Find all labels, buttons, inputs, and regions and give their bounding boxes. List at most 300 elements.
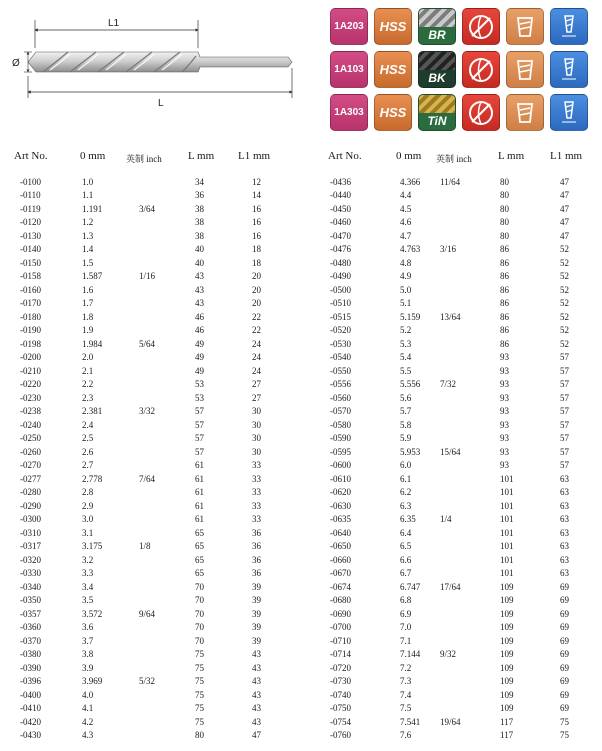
cell-art-no: -0610	[330, 473, 351, 484]
cell-diameter-mm: 3.0	[82, 514, 94, 525]
cell-diameter-mm: 4.8	[400, 257, 412, 268]
cell-length-l: 75	[195, 676, 204, 687]
cell-length-l: 75	[195, 649, 204, 660]
cell-art-no: -0670	[330, 568, 351, 579]
cell-diameter-mm: 4.6	[400, 217, 412, 228]
cell-length-l: 101	[500, 541, 514, 552]
cell-length-l: 49	[195, 365, 204, 376]
cell-art-no: -0350	[20, 595, 41, 606]
cell-diameter-mm: 6.1	[400, 473, 412, 484]
cell-inch: 9/32	[440, 649, 457, 660]
cell-length-l: 109	[500, 662, 514, 673]
l-label: L	[158, 98, 164, 109]
cell-length-l1: 47	[560, 177, 569, 187]
cell-inch: 1/4	[440, 514, 452, 525]
cell-length-l: 86	[500, 338, 509, 349]
cell-length-l1: 39	[252, 595, 261, 606]
badge-text: HSS	[379, 62, 407, 77]
cell-diameter-mm: 7.1	[400, 635, 412, 646]
cell-length-l1: 52	[560, 271, 569, 282]
cell-art-no: -0760	[330, 730, 351, 740]
cell-length-l: 46	[195, 311, 204, 322]
header-length-l1: L1 mm	[550, 150, 583, 162]
cell-length-l1: 63	[560, 527, 569, 538]
cell-art-no: -0100	[20, 177, 41, 187]
cell-art-no: -0540	[330, 352, 351, 363]
badge-text: 1A103	[334, 64, 364, 75]
cell-art-no: -0280	[20, 487, 41, 498]
cell-diameter-mm: 6.0	[400, 460, 412, 471]
cell-inch: 7/32	[440, 379, 457, 390]
cell-length-l1: 22	[252, 325, 261, 336]
cell-length-l1: 33	[252, 473, 261, 484]
cell-diameter-mm: 1.9	[82, 325, 94, 336]
cell-length-l: 40	[195, 244, 204, 255]
cell-length-l: 93	[500, 419, 509, 430]
cell-diameter-mm: 2.3	[82, 392, 94, 403]
cell-diameter-mm: 6.2	[400, 487, 412, 498]
cell-length-l1: 57	[560, 379, 569, 390]
cell-length-l: 75	[195, 689, 204, 700]
cell-length-l1: 33	[252, 460, 261, 471]
cell-art-no: -0357	[20, 608, 41, 619]
cell-length-l1: 52	[560, 338, 569, 349]
cell-diameter-mm: 1.5	[82, 257, 94, 268]
feature-icon-grid	[330, 8, 592, 132]
cell-art-no: -0317	[20, 541, 41, 552]
cell-diameter-mm: 1.7	[82, 298, 94, 309]
cell-diameter-mm: 2.381	[82, 406, 103, 417]
cell-art-no: -0680	[330, 595, 351, 606]
cell-diameter-mm: 6.3	[400, 500, 412, 511]
cell-length-l1: 30	[252, 446, 261, 457]
cell-diameter-mm: 3.4	[82, 581, 94, 592]
cell-inch: 5/64	[139, 338, 156, 349]
cell-length-l1: 18	[252, 244, 261, 255]
cell-art-no: -0690	[330, 608, 351, 619]
cell-length-l1: 52	[560, 284, 569, 295]
cell-length-l: 49	[195, 352, 204, 363]
cell-diameter-mm: 7.3	[400, 676, 412, 687]
cell-inch: 7/64	[139, 473, 156, 484]
cell-inch: 3/16	[440, 244, 457, 255]
badge-text: HSS	[379, 19, 407, 34]
hss-badge	[374, 94, 412, 131]
cell-diameter-mm: 1.8	[82, 311, 94, 322]
cell-length-l: 38	[195, 203, 204, 214]
cell-art-no: -0290	[20, 500, 41, 511]
cell-diameter-mm: 3.572	[82, 608, 103, 619]
cell-length-l1: 39	[252, 635, 261, 646]
cell-length-l1: 75	[560, 730, 569, 740]
cell-art-no: -0750	[330, 703, 351, 714]
cell-diameter-mm: 6.8	[400, 595, 412, 606]
cell-diameter-mm: 2.5	[82, 433, 94, 444]
cell-diameter-mm: 3.7	[82, 635, 94, 646]
cell-art-no: -0560	[330, 392, 351, 403]
code-badge	[330, 94, 368, 131]
cell-art-no: -0220	[20, 379, 41, 390]
cell-length-l: 53	[195, 392, 204, 403]
cell-length-l: 75	[195, 703, 204, 714]
cell-length-l1: 16	[252, 230, 261, 241]
helix-angle-icon	[550, 94, 588, 131]
cell-diameter-mm: 1.2	[82, 217, 94, 228]
cell-length-l1: 22	[252, 311, 261, 322]
cell-art-no: -0674	[330, 581, 351, 592]
cell-length-l: 57	[195, 446, 204, 457]
cell-art-no: -0170	[20, 298, 41, 309]
cell-art-no: -0620	[330, 487, 351, 498]
cell-length-l1: 14	[252, 190, 261, 201]
cell-diameter-mm: 7.4	[400, 689, 412, 700]
diameter-label: Ø	[12, 58, 20, 69]
cell-length-l: 109	[500, 581, 514, 592]
cell-art-no: -0110	[20, 190, 41, 201]
cell-art-no: -0260	[20, 446, 41, 457]
cell-diameter-mm: 7.144	[400, 649, 421, 660]
cell-inch: 3/32	[139, 406, 156, 417]
cell-length-l: 65	[195, 554, 204, 565]
cell-length-l: 70	[195, 635, 204, 646]
cell-length-l1: 69	[560, 649, 569, 660]
cell-length-l: 93	[500, 446, 509, 457]
cell-art-no: -0650	[330, 541, 351, 552]
cell-art-no: -0330	[20, 568, 41, 579]
cell-length-l1: 63	[560, 500, 569, 511]
cell-art-no: -0140	[20, 244, 41, 255]
cell-art-no: -0520	[330, 325, 351, 336]
cell-diameter-mm: 1.984	[82, 338, 103, 349]
shank-icon	[506, 8, 544, 45]
cell-inch: 3/64	[139, 203, 156, 214]
cell-art-no: -0190	[20, 325, 41, 336]
cell-length-l: 70	[195, 622, 204, 633]
cell-diameter-mm: 3.3	[82, 568, 94, 579]
cell-art-no: -0515	[330, 311, 351, 322]
cell-length-l: 38	[195, 230, 204, 241]
cell-diameter-mm: 2.8	[82, 487, 94, 498]
cell-length-l: 61	[195, 514, 204, 525]
cell-diameter-mm: 4.7	[400, 230, 412, 241]
cell-diameter-mm: 3.5	[82, 595, 94, 606]
cell-diameter-mm: 6.747	[400, 581, 421, 592]
cell-diameter-mm: 3.6	[82, 622, 94, 633]
cell-length-l: 101	[500, 514, 514, 525]
cell-length-l1: 69	[560, 608, 569, 619]
cell-art-no: -0570	[330, 406, 351, 417]
cell-diameter-mm: 4.763	[400, 244, 421, 255]
cell-art-no: -0200	[20, 352, 41, 363]
cell-length-l1: 30	[252, 406, 261, 417]
cell-inch: 19/64	[440, 716, 461, 727]
cell-length-l1: 24	[252, 352, 261, 363]
cell-diameter-mm: 7.2	[400, 662, 412, 673]
coating-badge	[418, 8, 456, 45]
cell-length-l1: 69	[560, 622, 569, 633]
cell-art-no: -0630	[330, 500, 351, 511]
cell-length-l: 86	[500, 298, 509, 309]
coating-text: BK	[428, 71, 446, 85]
cell-art-no: -0580	[330, 419, 351, 430]
header-inch: 英制 inch	[436, 154, 472, 164]
cell-length-l: 93	[500, 433, 509, 444]
cell-diameter-mm: 5.159	[400, 311, 421, 322]
cell-length-l: 93	[500, 406, 509, 417]
cell-diameter-mm: 3.8	[82, 649, 94, 660]
cell-length-l1: 36	[252, 568, 261, 579]
cell-length-l: 80	[195, 730, 204, 740]
cell-length-l1: 24	[252, 365, 261, 376]
cell-art-no: -0530	[330, 338, 351, 349]
cell-length-l: 93	[500, 460, 509, 471]
cell-art-no: -0500	[330, 284, 351, 295]
cell-length-l1: 57	[560, 392, 569, 403]
cell-length-l1: 52	[560, 298, 569, 309]
badge-text: 1A303	[334, 107, 364, 118]
cell-diameter-mm: 5.8	[400, 419, 412, 430]
cell-art-no: -0635	[330, 514, 351, 525]
cell-diameter-mm: 2.1	[82, 365, 94, 376]
cell-diameter-mm: 6.7	[400, 568, 412, 579]
cell-length-l1: 43	[252, 716, 261, 727]
cell-length-l: 86	[500, 311, 509, 322]
cell-length-l1: 27	[252, 392, 261, 403]
cell-diameter-mm: 3.1	[82, 527, 94, 538]
cell-length-l1: 27	[252, 379, 261, 390]
cell-diameter-mm: 7.5	[400, 703, 412, 714]
cell-length-l: 109	[500, 608, 514, 619]
shank-icon	[506, 94, 544, 131]
cell-diameter-mm: 1.4	[82, 244, 94, 255]
cell-art-no: -0340	[20, 581, 41, 592]
cell-length-l: 101	[500, 527, 514, 538]
cell-inch: 17/64	[440, 581, 461, 592]
cell-length-l: 101	[500, 487, 514, 498]
cell-length-l1: 33	[252, 500, 261, 511]
helix-angle-icon	[550, 51, 588, 88]
coating-stripes-icon	[419, 9, 455, 27]
cell-length-l: 93	[500, 365, 509, 376]
cell-art-no: -0400	[20, 689, 41, 700]
cell-length-l1: 52	[560, 244, 569, 255]
cell-length-l: 70	[195, 581, 204, 592]
cell-length-l1: 20	[252, 271, 261, 282]
cell-length-l: 80	[500, 217, 509, 228]
cell-art-no: -0160	[20, 284, 41, 295]
cell-length-l: 93	[500, 392, 509, 403]
cell-diameter-mm: 5.2	[400, 325, 412, 336]
cell-length-l1: 16	[252, 203, 261, 214]
cell-length-l: 86	[500, 325, 509, 336]
cell-art-no: -0710	[330, 635, 351, 646]
cell-length-l: 101	[500, 568, 514, 579]
cell-length-l: 57	[195, 419, 204, 430]
cell-length-l: 80	[500, 190, 509, 201]
cell-length-l1: 30	[252, 419, 261, 430]
cell-length-l1: 69	[560, 581, 569, 592]
cell-art-no: -0600	[330, 460, 351, 471]
cell-diameter-mm: 7.541	[400, 716, 421, 727]
cell-diameter-mm: 5.9	[400, 433, 412, 444]
cell-art-no: -0360	[20, 622, 41, 633]
cell-diameter-mm: 4.4	[400, 190, 412, 201]
cell-art-no: -0640	[330, 527, 351, 538]
cell-diameter-mm: 4.0	[82, 689, 94, 700]
point-angle-icon	[462, 8, 500, 45]
cell-length-l: 109	[500, 649, 514, 660]
point-angle-icon	[462, 51, 500, 88]
cell-length-l1: 30	[252, 433, 261, 444]
cell-length-l1: 63	[560, 568, 569, 579]
cell-diameter-mm: 5.5	[400, 365, 412, 376]
cell-length-l: 61	[195, 473, 204, 484]
cell-inch: 11/64	[440, 177, 461, 187]
cell-art-no: -0300	[20, 514, 41, 525]
cell-art-no: -0119	[20, 203, 41, 214]
cell-art-no: -0310	[20, 527, 41, 538]
cell-length-l: 61	[195, 487, 204, 498]
cell-diameter-mm: 3.2	[82, 554, 94, 565]
cell-length-l1: 43	[252, 676, 261, 687]
cell-length-l: 36	[195, 190, 204, 201]
code-badge	[330, 8, 368, 45]
cell-diameter-mm: 5.953	[400, 446, 421, 457]
cell-art-no: -0550	[330, 365, 351, 376]
cell-length-l: 86	[500, 257, 509, 268]
cell-length-l: 57	[195, 406, 204, 417]
cell-length-l1: 57	[560, 433, 569, 444]
cell-diameter-mm: 6.35	[400, 514, 416, 525]
cell-length-l: 109	[500, 635, 514, 646]
cell-art-no: -0510	[330, 298, 351, 309]
header-inch: 英制 inch	[126, 154, 162, 164]
cell-diameter-mm: 5.556	[400, 379, 421, 390]
cell-art-no: -0250	[20, 433, 41, 444]
cell-length-l1: 52	[560, 311, 569, 322]
cell-length-l: 109	[500, 689, 514, 700]
cell-diameter-mm: 4.9	[400, 271, 412, 282]
cell-diameter-mm: 2.4	[82, 419, 94, 430]
header-art-no: Art No.	[14, 150, 48, 162]
cell-length-l1: 33	[252, 514, 261, 525]
cell-length-l1: 43	[252, 689, 261, 700]
cell-length-l: 80	[500, 230, 509, 241]
coating-badge	[418, 94, 456, 131]
cell-length-l: 49	[195, 338, 204, 349]
cell-length-l: 117	[500, 730, 514, 740]
cell-art-no: -0470	[330, 230, 351, 241]
cell-length-l1: 47	[560, 190, 569, 201]
cell-length-l1: 36	[252, 554, 261, 565]
cell-art-no: -0430	[20, 730, 41, 740]
drill-diagram	[8, 12, 298, 112]
cell-diameter-mm: 1.6	[82, 284, 94, 295]
cell-length-l1: 16	[252, 217, 261, 228]
cell-diameter-mm: 1.0	[82, 177, 94, 187]
cell-length-l: 61	[195, 500, 204, 511]
cell-art-no: -0238	[20, 406, 41, 417]
cell-inch: 9/64	[139, 608, 156, 619]
cell-length-l: 38	[195, 217, 204, 228]
cell-art-no: -0120	[20, 217, 41, 228]
point-angle-icon	[462, 94, 500, 131]
cell-length-l1: 57	[560, 419, 569, 430]
cell-length-l1: 39	[252, 581, 261, 592]
cell-length-l: 75	[195, 662, 204, 673]
cell-length-l: 70	[195, 608, 204, 619]
cell-length-l1: 63	[560, 554, 569, 565]
cell-diameter-mm: 6.4	[400, 527, 412, 538]
cell-art-no: -0476	[330, 244, 351, 255]
cell-length-l1: 20	[252, 284, 261, 295]
cell-length-l: 117	[500, 716, 514, 727]
cell-length-l1: 69	[560, 676, 569, 687]
cell-art-no: -0370	[20, 635, 41, 646]
cell-art-no: -0460	[330, 217, 351, 228]
cell-length-l1: 52	[560, 257, 569, 268]
cell-length-l: 43	[195, 284, 204, 295]
cell-length-l: 101	[500, 500, 514, 511]
cell-length-l: 80	[500, 177, 509, 187]
cell-art-no: -0420	[20, 716, 41, 727]
cell-inch: 13/64	[440, 311, 461, 322]
cell-length-l: 109	[500, 703, 514, 714]
cell-length-l1: 57	[560, 352, 569, 363]
cell-diameter-mm: 1.3	[82, 230, 94, 241]
cell-length-l: 40	[195, 257, 204, 268]
cell-art-no: -0740	[330, 689, 351, 700]
coating-text: BR	[428, 28, 446, 42]
cell-length-l1: 36	[252, 527, 261, 538]
cell-length-l1: 43	[252, 703, 261, 714]
cell-art-no: -0730	[330, 676, 351, 687]
code-badge	[330, 51, 368, 88]
cell-diameter-mm: 5.1	[400, 298, 412, 309]
cell-diameter-mm: 1.587	[82, 271, 103, 282]
cell-length-l1: 18	[252, 257, 261, 268]
cell-length-l1: 24	[252, 338, 261, 349]
cell-length-l: 57	[195, 433, 204, 444]
cell-length-l1: 69	[560, 595, 569, 606]
cell-art-no: -0490	[330, 271, 351, 282]
coating-badge	[418, 51, 456, 88]
cell-length-l1: 52	[560, 325, 569, 336]
cell-inch: 1/8	[139, 541, 151, 552]
cell-art-no: -0754	[330, 716, 351, 727]
cell-diameter-mm: 5.6	[400, 392, 412, 403]
cell-length-l1: 39	[252, 608, 261, 619]
cell-length-l: 80	[500, 203, 509, 214]
cell-length-l: 109	[500, 622, 514, 633]
cell-art-no: -0240	[20, 419, 41, 430]
cell-diameter-mm: 4.3	[82, 730, 94, 740]
cell-diameter-mm: 4.5	[400, 203, 412, 214]
shank-icon	[506, 51, 544, 88]
cell-art-no: -0436	[330, 177, 351, 187]
cell-diameter-mm: 2.0	[82, 352, 94, 363]
coating-text: TiN	[427, 114, 447, 128]
cell-length-l1: 39	[252, 622, 261, 633]
cell-length-l1: 63	[560, 473, 569, 484]
cell-art-no: -0390	[20, 662, 41, 673]
cell-art-no: -0210	[20, 365, 41, 376]
cell-length-l1: 57	[560, 446, 569, 457]
cell-art-no: -0150	[20, 257, 41, 268]
cell-length-l1: 43	[252, 662, 261, 673]
cell-inch: 15/64	[440, 446, 461, 457]
cell-length-l: 86	[500, 284, 509, 295]
